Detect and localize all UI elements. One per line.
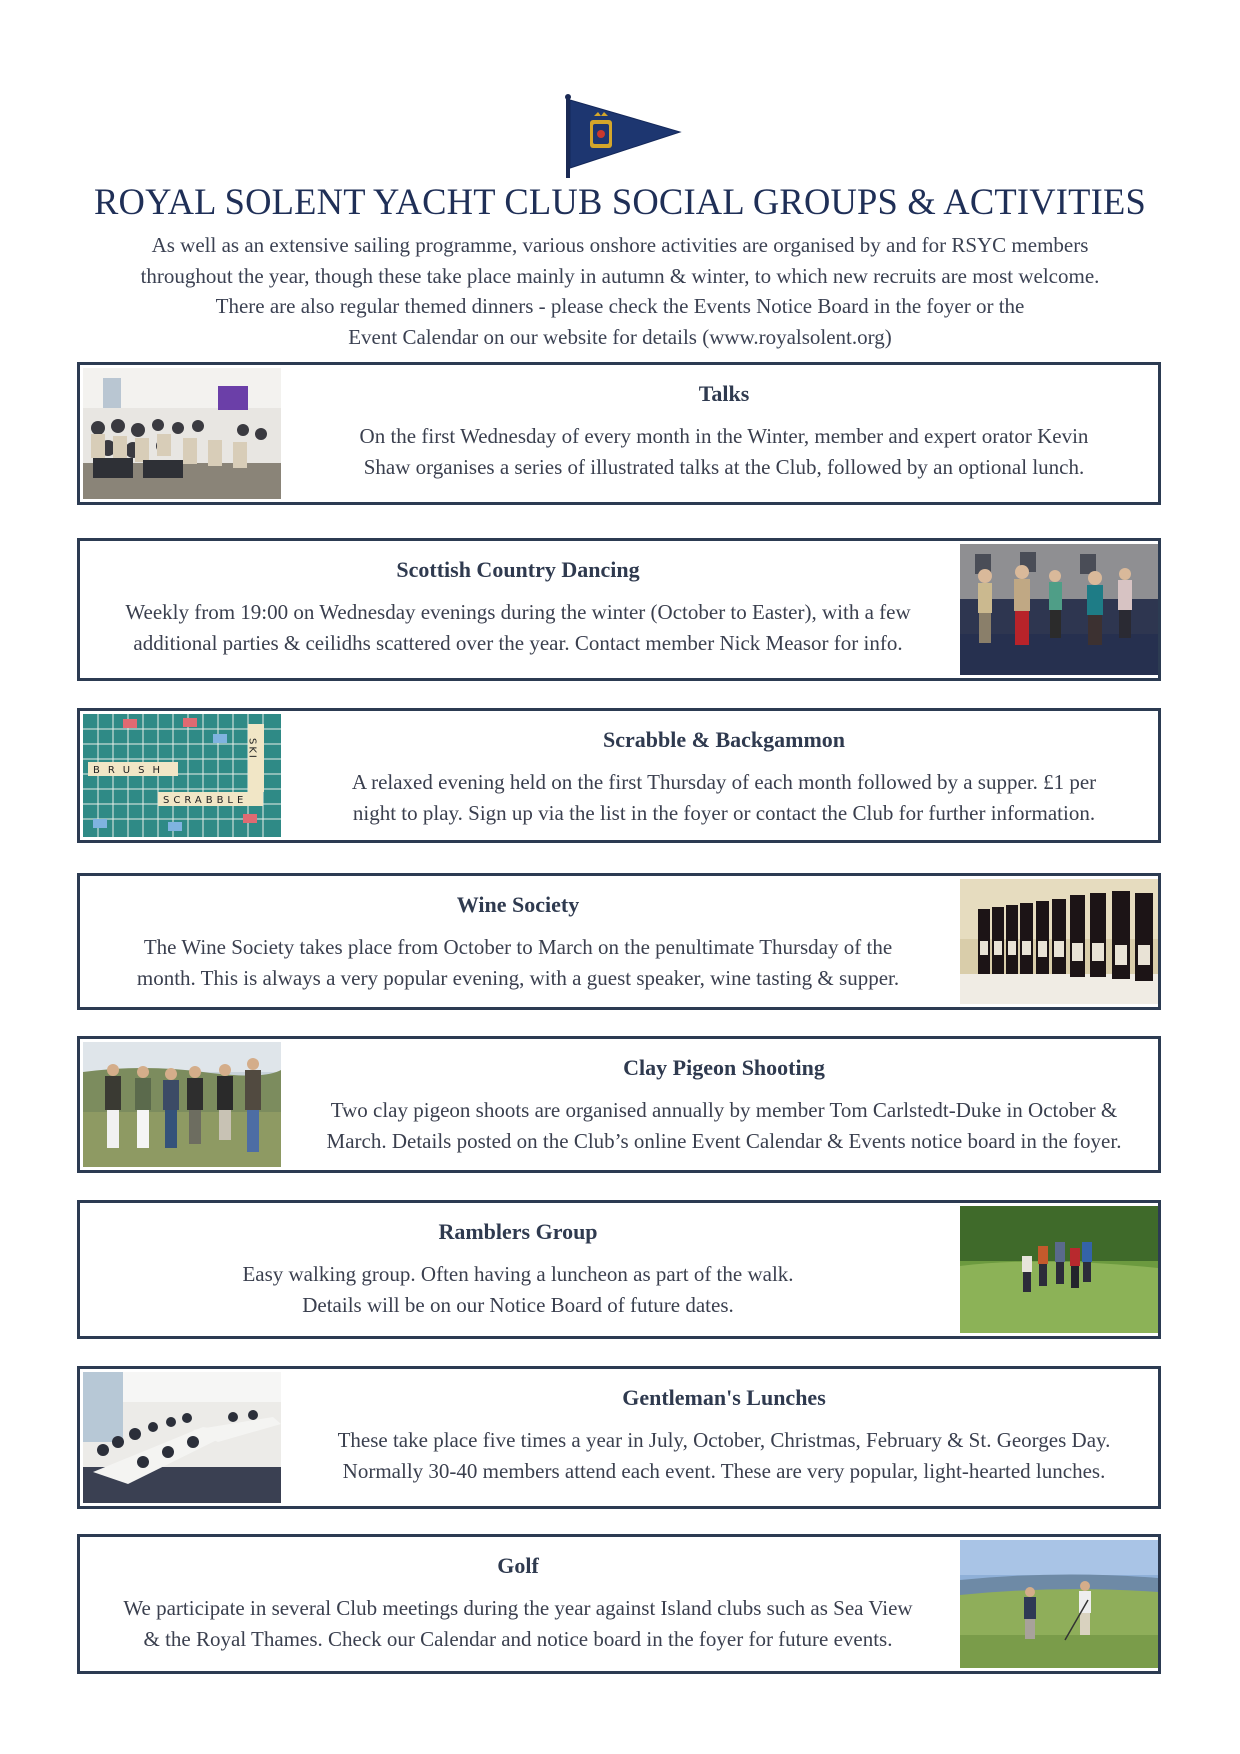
golf-photo	[960, 1540, 1158, 1668]
description-line: We participate in several Club meetings during the year against Island clubs such as Sea View	[123, 1596, 913, 1620]
scrabble-word-brush: BRUSH	[93, 765, 168, 776]
ramblers-photo	[960, 1206, 1158, 1333]
description-line: Weekly from 19:00 on Wednesday evenings during the winter (October to Easter), with a few	[125, 600, 911, 624]
activity-description	[80, 932, 956, 993]
activity-title: Talks	[698, 381, 750, 406]
activity-card-golf	[77, 1534, 1161, 1674]
description-line: Details will be on our Notice Board of future dates.	[302, 1292, 734, 1317]
description-line: These take place five times a year in July, October, Christmas, February & St. Georges Day.	[337, 1428, 1111, 1452]
description-line: & the Royal Thames. Check our Calendar and notice board in the foyer for future events.	[143, 1626, 893, 1651]
intro-line: throughout the year, though these take place mainly in autumn & winter, to which new recruits are most welcome.	[140, 263, 1100, 288]
activity-description	[80, 1259, 956, 1320]
shooting-group-photo	[83, 1042, 281, 1167]
activity-card-wine-society	[77, 873, 1161, 1010]
description-line: night to play. Sign up via the list in the foyer or contact the Club for further information.	[352, 800, 1096, 825]
activity-title: Clay Pigeon Shooting	[623, 1055, 825, 1080]
activity-title: Scottish Country Dancing	[396, 557, 640, 582]
activity-title: Wine Society	[456, 892, 580, 917]
scrabble-word-ski: SKI	[246, 738, 258, 760]
activity-description	[290, 1425, 1158, 1486]
intro-paragraph	[60, 230, 1180, 352]
description-line: Normally 30-40 members attend each event. These are very popular, light-hearted lunches.	[342, 1458, 1106, 1483]
activity-description	[80, 597, 956, 658]
wine-bottles-photo	[960, 879, 1158, 1004]
activity-title: Scrabble & Backgammon	[603, 727, 845, 752]
description-line: March. Details posted on the Club’s online Event Calendar & Events notice board in the foyer.	[326, 1128, 1122, 1153]
scrabble-word-scrabble: SCRABBLE	[163, 795, 248, 806]
activity-description	[290, 1095, 1158, 1156]
activity-title: Golf	[497, 1553, 539, 1578]
activity-card-gentlemans-lunches	[77, 1366, 1161, 1509]
activity-card-scrabble	[77, 708, 1161, 843]
lunch-dining-photo	[83, 1372, 281, 1503]
activity-description	[80, 1593, 956, 1654]
activity-title: Gentleman's Lunches	[622, 1385, 826, 1410]
description-line: The Wine Society takes place from October to March on the penultimate Thursday of the	[143, 935, 893, 959]
activity-title: Ramblers Group	[438, 1219, 598, 1244]
club-burgee-logo	[562, 94, 686, 178]
activity-description	[290, 767, 1158, 828]
description-line: Shaw organises a series of illustrated talks at the Club, followed by an optional lunch.	[363, 454, 1085, 479]
activity-description	[290, 421, 1158, 482]
intro-line: As well as an extensive sailing programme, various onshore activities are organised by and for RSYC members	[151, 233, 1089, 257]
page-title: ROYAL SOLENT YACHT CLUB SOCIAL GROUPS & ACTIVITIES	[93, 181, 1146, 222]
description-line: Easy walking group. Often having a luncheon as part of the walk.	[242, 1262, 794, 1286]
dancing-photo	[960, 544, 1158, 675]
intro-line: There are also regular themed dinners - please check the Events Notice Board in the foyer or the	[215, 294, 1025, 318]
activity-card-talks	[77, 362, 1161, 505]
scrabble-board-photo	[83, 714, 281, 837]
activity-card-dancing	[77, 538, 1161, 681]
description-line: Two clay pigeon shoots are organised annually by member Tom Carlstedt-Duke in October &	[330, 1098, 1118, 1122]
description-line: month. This is always a very popular evening, with a guest speaker, wine tasting & supper.	[136, 965, 900, 990]
talks-audience-photo	[83, 368, 281, 499]
activity-card-ramblers-group	[77, 1200, 1161, 1339]
description-line: A relaxed evening held on the first Thursday of each month followed by a supper. £1 per	[351, 770, 1097, 794]
activity-card-clay-pigeon-shooting	[77, 1036, 1161, 1173]
description-line: additional parties & ceilidhs scattered over the year. Contact member Nick Measor for info.	[133, 630, 903, 655]
description-line: On the first Wednesday of every month in the Winter, member and expert orator Kevin	[359, 424, 1089, 448]
intro-line: Event Calendar on our website for details (www.royalsolent.org)	[348, 324, 892, 349]
